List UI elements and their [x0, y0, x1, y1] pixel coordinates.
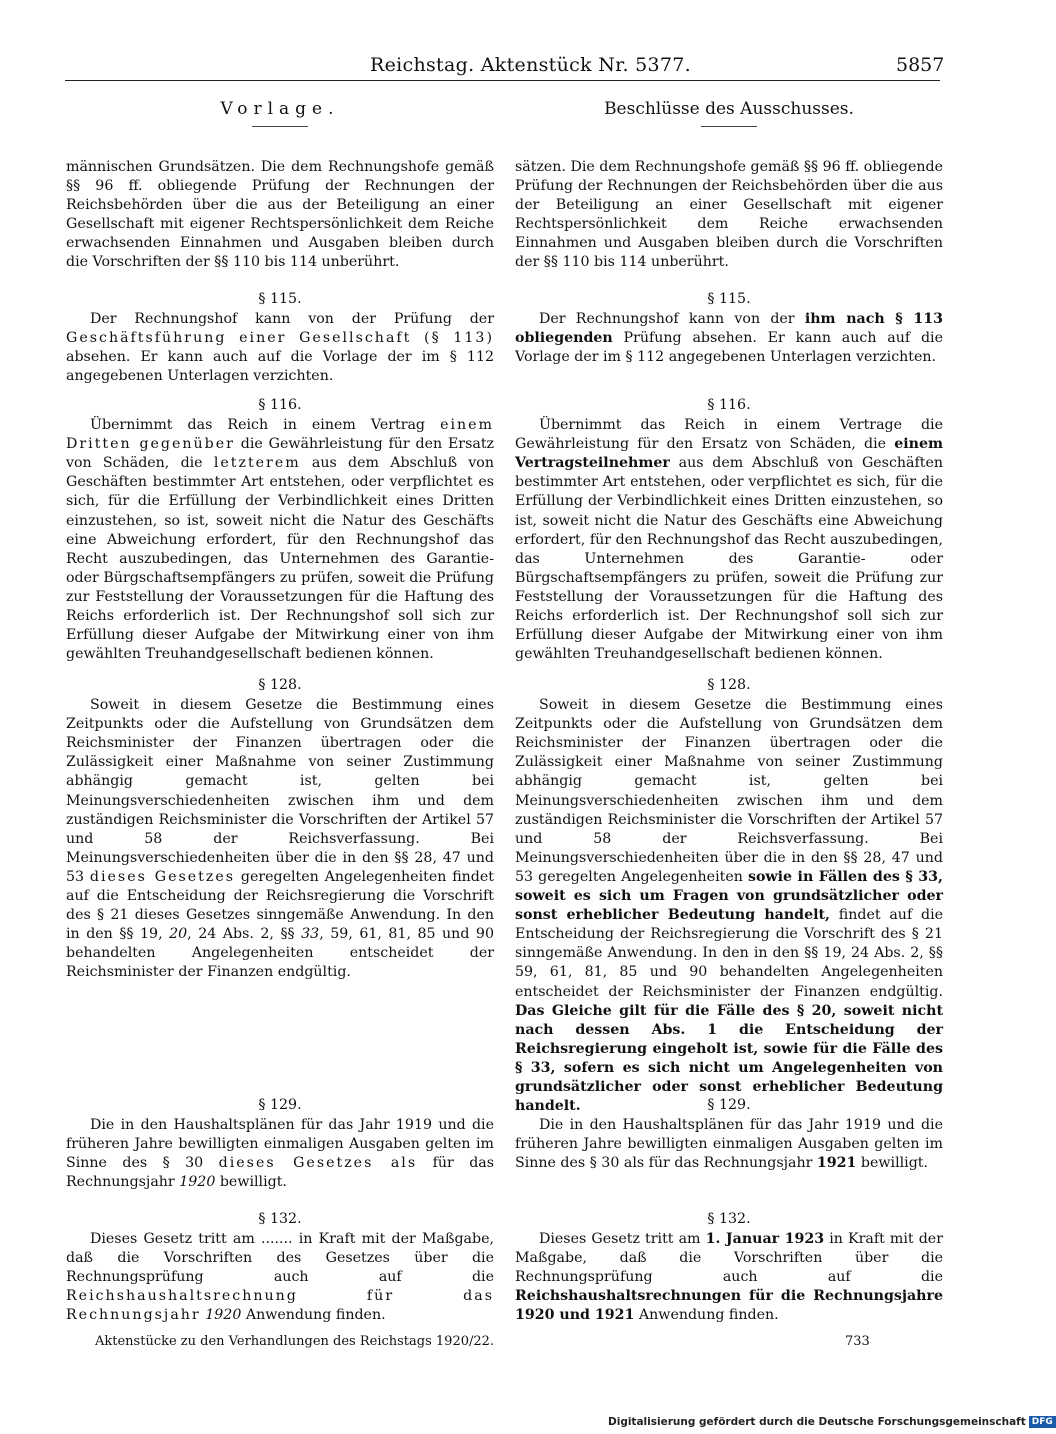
text-run: die Gewährleistung für den Ersatz von Schäden, die [66, 436, 494, 472]
title-rule [252, 126, 308, 127]
spaced-text: dieses Gesetzes als [218, 1155, 418, 1172]
right-intro-text: sätzen. Die dem Rechnungshofe gemäß §§ 96 ff. obliegende Prüfung der Rechnungen der Reichsbehörden über die aus der Beteiligung an einer Gesellschaft mit eigener Rechtspersönlichkeit dem Reiche erwachsenden Einnahmen und Ausgaben bleiben durch die Vorschriften der §§ 110 bis 114 unberührt. [515, 159, 943, 271]
title-rule [701, 126, 757, 127]
right-section-115 [515, 290, 943, 367]
page-header [0, 50, 1000, 84]
text-run: aus dem Abschluß von Geschäften bestimmter Art entstehen, oder verpflichtet es sich, für die Erfüllung der Verbindlichkeit eines Dritten einzustehen, so ist, soweit nicht die Natur des Geschäfts eine Abweichung erfordert, für den Rechnungshof das Recht auszubedingen, das Unternehmen des Garantie- oder Bürgschaftsempfängers zu prüfen, soweit die Prüfung zur Feststellung der Voraussetzungen für die Haftung des Reichs erforderlich ist. Der Rechnungshof soll sich zur Erfüllung dieser Aufgabe der Mitwirkung einer von ihm gewählten Treuhandgesellschaft bedienen können. [515, 455, 943, 663]
left-s132-text [66, 1230, 494, 1325]
right-s128-heading: § 128. [707, 677, 751, 693]
left-s129-text [66, 1116, 494, 1192]
footer-source-note: Aktenstücke zu den Verhandlungen des Reichstags 1920/22. [95, 1334, 495, 1349]
right-s115-text [515, 310, 943, 367]
right-s129-heading: § 129. [707, 1097, 751, 1113]
text-run: Der Rechnungshof kann von der Prüfung der [90, 311, 494, 328]
right-section-132 [515, 1210, 943, 1326]
left-s128-text [66, 696, 494, 982]
text-run: Dieses Gesetz tritt am [539, 1231, 706, 1248]
text-run: Dieses Gesetz tritt am ....... in Kraft mit der Maßgabe, daß die Vorschriften des Gesetzes über die Rechnungsprüfung auch auf die [66, 1231, 494, 1286]
text-run: bewilligt. [215, 1174, 287, 1191]
spaced-text: letzterem [213, 455, 301, 472]
text-run: Übernimmt das Reich in einem Vertrag [90, 417, 441, 434]
text-run: Die in den Haushaltsplänen für das Jahr 1919 und die früheren Jahre bewilligten einmaligen Ausgaben gelten im Sinne des § 30 als für das Rechnungsjahr [515, 1117, 943, 1172]
spaced-text: Geschäftsführung einer Gesellschaft (§ 113) [66, 330, 494, 347]
right-section-129 [515, 1096, 943, 1173]
text-run: bewilligt. [856, 1155, 928, 1172]
text-run: aus dem Abschluß von Geschäften bestimmter Art entstehen, oder verpflichtet es sich, für die Erfüllung der Verbindlichkeit eines Dritten einzustehen, so ist, soweit nicht die Natur des Geschäfts eine Abweichung erfordert, für den Rechnungshof das Recht auszubedingen, das Unternehmen des Garantie- oder Bürgschaftsempfängers zu prüfen, soweit die Prüfung zur Feststellung der Voraussetzungen für die Haftung des Reichs erforderlich ist. Der Rechnungshof soll sich zur Erfüllung dieser Aufgabe der Mitwirkung einer von ihm gewählten Treuhandgesellschaft bedienen können. [66, 455, 494, 663]
column-beschluesse [515, 99, 943, 1324]
right-intro-block [515, 158, 943, 273]
bold-text: sowie in Fällen des § 33, soweit es sich um Fragen von grundsätzlicher oder sonst erheblicher Bedeutung handelt, [515, 868, 943, 924]
dfg-logo: DFG [1029, 1416, 1056, 1428]
digitization-text: Digitalisierung gefördert durch die Deutsche Forschungsgemeinschaft [608, 1416, 1026, 1428]
right-s132-text [515, 1230, 943, 1325]
bold-text: 1. Januar 1923 [705, 1231, 825, 1248]
right-s116-text [515, 416, 943, 664]
right-s129-text [515, 1116, 943, 1173]
footer-page-number: 733 [845, 1334, 870, 1349]
text-run: Der Rechnungshof kann von der [539, 311, 805, 328]
right-s116-heading: § 116. [707, 397, 751, 413]
spaced-text: einem Dritten gegenüber [66, 417, 494, 453]
bold-text: ihm nach § 113 obliegenden [515, 311, 943, 347]
bold-text: einem Vertragsteilnehmer [515, 436, 943, 472]
left-section-132 [66, 1210, 494, 1326]
text-run: , 24 Abs. 2, §§ [187, 926, 302, 943]
left-section-115 [66, 290, 494, 386]
right-s132-heading: § 132. [707, 1211, 751, 1227]
header-rule [65, 80, 940, 81]
bold-text: Reichshaushaltsrechnungen für die Rechnungsjahre 1920 und 1921 [515, 1288, 943, 1324]
spaced-text: Reichshaushaltsrechnung für das Rechnungsjahr [66, 1288, 494, 1324]
left-s115-heading: § 115. [258, 291, 302, 307]
italic-text: 20 [169, 926, 188, 943]
text-run: Prüfung absehen. Er kann auch auf die Vorlage der im § 112 angegebenen Unterlagen verzichten. [515, 330, 943, 366]
left-s116-text [66, 416, 494, 664]
text-run: für das Rechnungsjahr [66, 1155, 495, 1191]
bold-text: 1921 [816, 1155, 857, 1172]
right-s115-heading: § 115. [707, 291, 751, 307]
column-title-vorlage: Vorlage. [220, 99, 340, 119]
bold-text: Das Gleiche gilt für die Fälle des § 20, soweit nicht nach dessen Abs. 1 die Entscheidung der Reichsregierung eingeholt ist, sowie für die Fälle des § 33, sofern es sich nicht um Angelegenheiten von grundsätzlicher oder sonst erheblicher Bedeutung handelt. [515, 1002, 943, 1115]
left-section-116 [66, 396, 494, 664]
text-run: Anwendung finden. [634, 1307, 779, 1324]
right-s128-text [515, 696, 943, 1116]
right-section-116 [515, 396, 943, 664]
text-run: findet auf die Entscheidung der Reichsregierung die Vorschrift des § 21 sinngemäße Anwendung. In den in den §§ 19, 24 Abs. 2, §§ 59, 61, 81, 85 und 90 behandelten Angelegenheiten entscheidet der Reichsminister der Finanzen endgültig. [515, 907, 943, 1000]
left-section-129 [66, 1096, 494, 1192]
text-run: Soweit in diesem Gesetze die Bestimmung eines Zeitpunkts oder die Aufstellung von Grundsätzen dem Reichsminister der Finanzen übertragen oder die Zulässigkeit einer Maßnahme von seiner Zustimmung abhängig gemacht ist, gelten bei Meinungsverschiedenheiten zwischen ihm und dem zuständigen Reichsminister die Vorschriften der Artikel 57 und 58 der Reichsverfassung. Bei Meinungsverschiedenheiten über die in den §§ 28, 47 und 53 [66, 697, 494, 885]
left-intro-text: männischen Grundsätzen. Die dem Rechnungshofe gemäß §§ 96 ff. obliegende Prüfung der Rechnungen der Reichsbehörden über die aus der Beteiligung an einer Gesellschaft mit eigener Rechtspersönlichkeit dem Reiche erwachsenden Einnahmen und Ausgaben bleiben durch die Vorschriften der §§ 110 bis 114 unberührt. [66, 159, 494, 271]
text-run: , 59, 61, 81, 85 und 90 behandelten Angelegenheiten entscheidet der Reichsminister der Finanzen endgültig. [66, 926, 494, 981]
text-run: Anwendung finden. [241, 1307, 386, 1324]
left-s128-heading: § 128. [258, 677, 302, 693]
header-title: Reichstag. Aktenstück Nr. 5377. [370, 54, 692, 76]
italic-text: 33 [301, 926, 320, 943]
column-title-beschluesse: Beschlüsse des Ausschusses. [604, 99, 854, 119]
text-run: Übernimmt das Reich in einem Vertrage die Gewährleistung für den Ersatz von Schäden, die [515, 417, 943, 453]
header-page-number: 5857 [896, 54, 945, 76]
italic-text: 1920 [205, 1307, 242, 1324]
left-s132-heading: § 132. [258, 1211, 302, 1227]
text-run: in Kraft mit der Maßgabe, daß die Vorschriften über die Rechnungsprüfung auch auf die [515, 1231, 943, 1286]
left-s115-text [66, 310, 494, 386]
left-section-128 [66, 676, 494, 983]
text-run: Soweit in diesem Gesetze die Bestimmung eines Zeitpunkts oder die Aufstellung von Grundsätzen dem Reichsminister der Finanzen übertragen oder die Zulässigkeit einer Maßnahme von seiner Zustimmung abhängig gemacht ist, gelten bei Meinungsverschiedenheiten zwischen ihm und dem zuständigen Reichsminister die Vorschriften der Artikel 57 und 58 der Reichsverfassung. Bei Meinungsverschiedenheiten über die in den §§ 28, 47 und 53 geregelten Angelegenheiten [515, 697, 943, 885]
left-intro-block [66, 158, 494, 273]
text-run: absehen. Er kann auch auf die Vorlage der im § 112 angegebenen Unterlagen verzichten. [66, 349, 494, 385]
left-s129-heading: § 129. [258, 1097, 302, 1113]
left-s116-heading: § 116. [258, 397, 302, 413]
right-section-128 [515, 676, 943, 1116]
spaced-text: dieses Gesetzes [89, 868, 236, 885]
digitization-credit [608, 1416, 1056, 1428]
italic-text: 1920 [179, 1174, 216, 1191]
text-run: geregelten Angelegenheiten findet auf die Entscheidung der Reichsregierung die Vorschrift des § 21 dieses Gesetzes sinngemäße Anwendung. In den in den §§ 19, [66, 868, 494, 943]
column-vorlage [66, 99, 495, 1324]
text-run: Die in den Haushaltsplänen für das Jahr 1919 und die früheren Jahre bewilligten einmaligen Ausgaben gelten im Sinne des § 30 [66, 1117, 494, 1172]
